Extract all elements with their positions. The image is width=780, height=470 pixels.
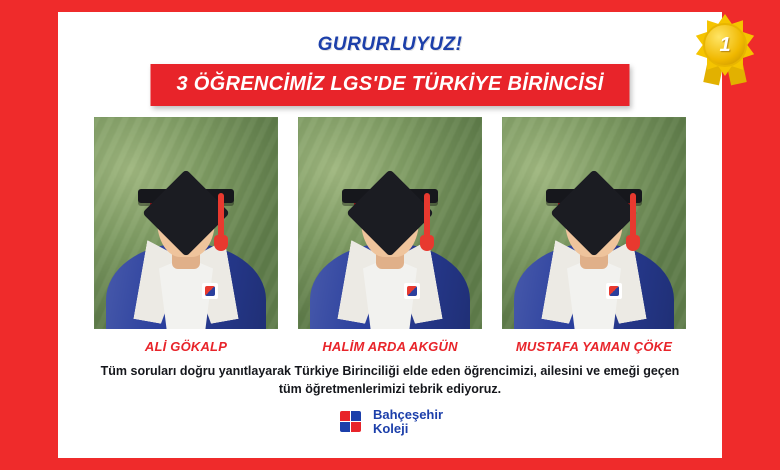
school-badge-icon xyxy=(606,283,622,299)
student-figure xyxy=(94,117,278,329)
brand-name-line-2: Koleji xyxy=(372,421,409,436)
student-card xyxy=(298,117,482,354)
medal-number: 1 xyxy=(719,33,731,56)
school-badge-icon xyxy=(202,283,218,299)
students-row xyxy=(58,117,722,354)
caption xyxy=(98,362,682,398)
student-photo xyxy=(502,117,686,329)
student-figure xyxy=(502,117,686,329)
brand-name-line-1: Bahçeşehir xyxy=(372,407,444,423)
cap-tassel xyxy=(218,193,224,241)
bahcesehir-koleji-logo-icon xyxy=(337,408,365,436)
school-badge-icon xyxy=(404,283,420,299)
poster-card xyxy=(58,12,722,458)
cap-tassel xyxy=(424,193,430,241)
student-name: ALİ GÖKALP xyxy=(144,339,228,354)
medal-disc xyxy=(703,23,747,67)
caption-line-2: öğretmenlerimizi tebrik ediyoruz. xyxy=(305,382,502,397)
caption-line-1: Tüm soruları doğru yanıtlayarak Türkiye Birinciliği elde eden öğrencimizi, ailesini ve emeği geçen tüm xyxy=(100,364,680,397)
student-card xyxy=(502,117,686,354)
student-photo xyxy=(94,117,278,329)
student-figure xyxy=(298,117,482,329)
medal-star-icon xyxy=(688,8,762,82)
headline-banner: 3 ÖĞRENCİMİZ LGS'DE TÜRKİYE BİRİNCİSİ xyxy=(151,64,630,106)
student-card xyxy=(94,117,278,354)
graduation-cap-icon xyxy=(546,189,642,203)
brand-text xyxy=(373,408,443,435)
student-name: HALİM ARDA AKGÜN xyxy=(322,339,458,354)
cap-tassel xyxy=(630,193,636,241)
brand-lockup xyxy=(58,408,722,436)
headline-small: GURURLUYUZ! xyxy=(317,34,463,55)
student-photo xyxy=(298,117,482,329)
student-name: MUSTAFA YAMAN ÇÖKE xyxy=(515,339,673,354)
